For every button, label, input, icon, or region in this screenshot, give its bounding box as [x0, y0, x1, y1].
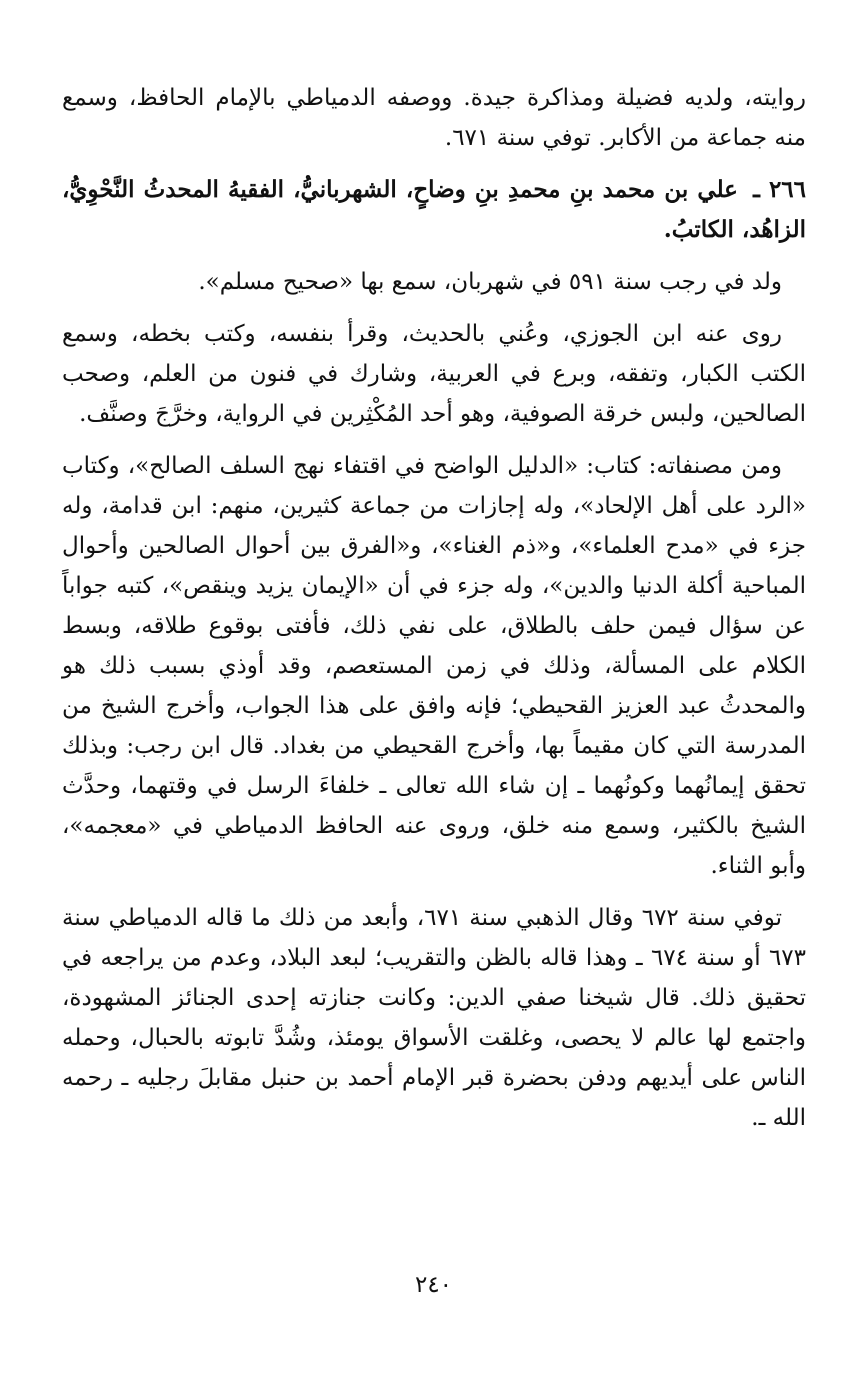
paragraph-birth: ولد في رجب سنة ٥٩١ في شهربان، سمع بها «صحيح مسلم». — [198, 269, 782, 295]
paragraph-continuation: روايته، ولديه فضيلة ومذاكرة جيدة. ووصفه الدمياطي بالإمام الحافظ، وسمع منه جماعة من الأكابر. توفي سنة ٦٧١. — [62, 85, 806, 151]
paragraph-biography: روى عنه ابن الجوزي، وعُني بالحديث، وقرأ بنفسه، وكتب بخطه، وسمع الكتب الكبار، وتفقه، وبرع في العربية، وشارك في فنون من العلم، وصحب الصالحين، ولبس خرقة الصوفية، وهو أحد المُكْثِرين في الرواية، وخرَّجَ وصنَّف. — [62, 321, 806, 427]
page-body — [62, 78, 806, 1150]
paragraph-death: توفي سنة ٦٧٢ وقال الذهبي سنة ٦٧١، وأبعد من ذلك ما قاله الدمياطي سنة ٦٧٣ أو سنة ٦٧٤ ـ وهذا قاله بالظن والتقريب؛ لبعد البلاد، وعدم من يراجعه في تحقيق ذلك. قال شيخنا صفي الدين: وكانت جنازته إحدى الجنائز المشهودة، واجتمع لها عالم لا يحصى، وغلقت الأسواق يومئذ، وشُدَّ تابوته بالحبال، وحمله الناس على أيديهم ودفن بحضرة قبر الإمام أحمد بن حنبل مقابلَ رجليه ـ رحمه الله ـ. — [62, 905, 806, 1131]
entry-heading — [62, 170, 806, 250]
page-number: ٢٤٠ — [414, 1272, 453, 1298]
entry-number: ٢٦٦ ـ — [753, 176, 807, 203]
entry-title: علي بن محمد بنِ محمدِ بنِ وضاحٍ، الشهربانيُّ، الفقيهُ المحدثُ النَّحْوِيُّ، الزاهُد، الكاتبُ. — [62, 176, 806, 243]
paragraph-works: ومن مصنفاته: كتاب: «الدليل الواضح في اقتفاء نهج السلف الصالح»، وكتاب «الرد على أهل الإلحاد»، وله إجازات من جماعة كثيرين، منهم: ابن قدامة، وله جزء في «مدح العلماء»، و«ذم الغناء»، و«الفرق بين أحوال الصالحين وأحوال المباحية أكلة الدنيا والدين»، وله جزء في أن «الإيمان يزيد وينقص»، كتبه جواباً عن سؤال فيمن حلف بالطلاق، على نفي ذلك، فأفتى بوقوع طلاقه، وبسط الكلام على المسألة، وذلك في زمن المستعصم، وقد أوذي بسبب ذلك هو والمحدثُ عبد العزيز القحيطي؛ فإنه وافق على هذا الجواب، وأخرج الشيخ من المدرسة التي كان مقيماً بها، وأخرج القحيطي من بغداد. قال ابن رجب: وبذلك تحقق إيمانُهما وكونُهما ـ إن شاء الله تعالى ـ خلفاءَ الرسل في وقتهما، وحدَّث الشيخ بالكثير، وسمع منه خلق، وروى عنه الحافظ الدمياطي في «معجمه»، وأبو الثناء. — [62, 453, 806, 879]
